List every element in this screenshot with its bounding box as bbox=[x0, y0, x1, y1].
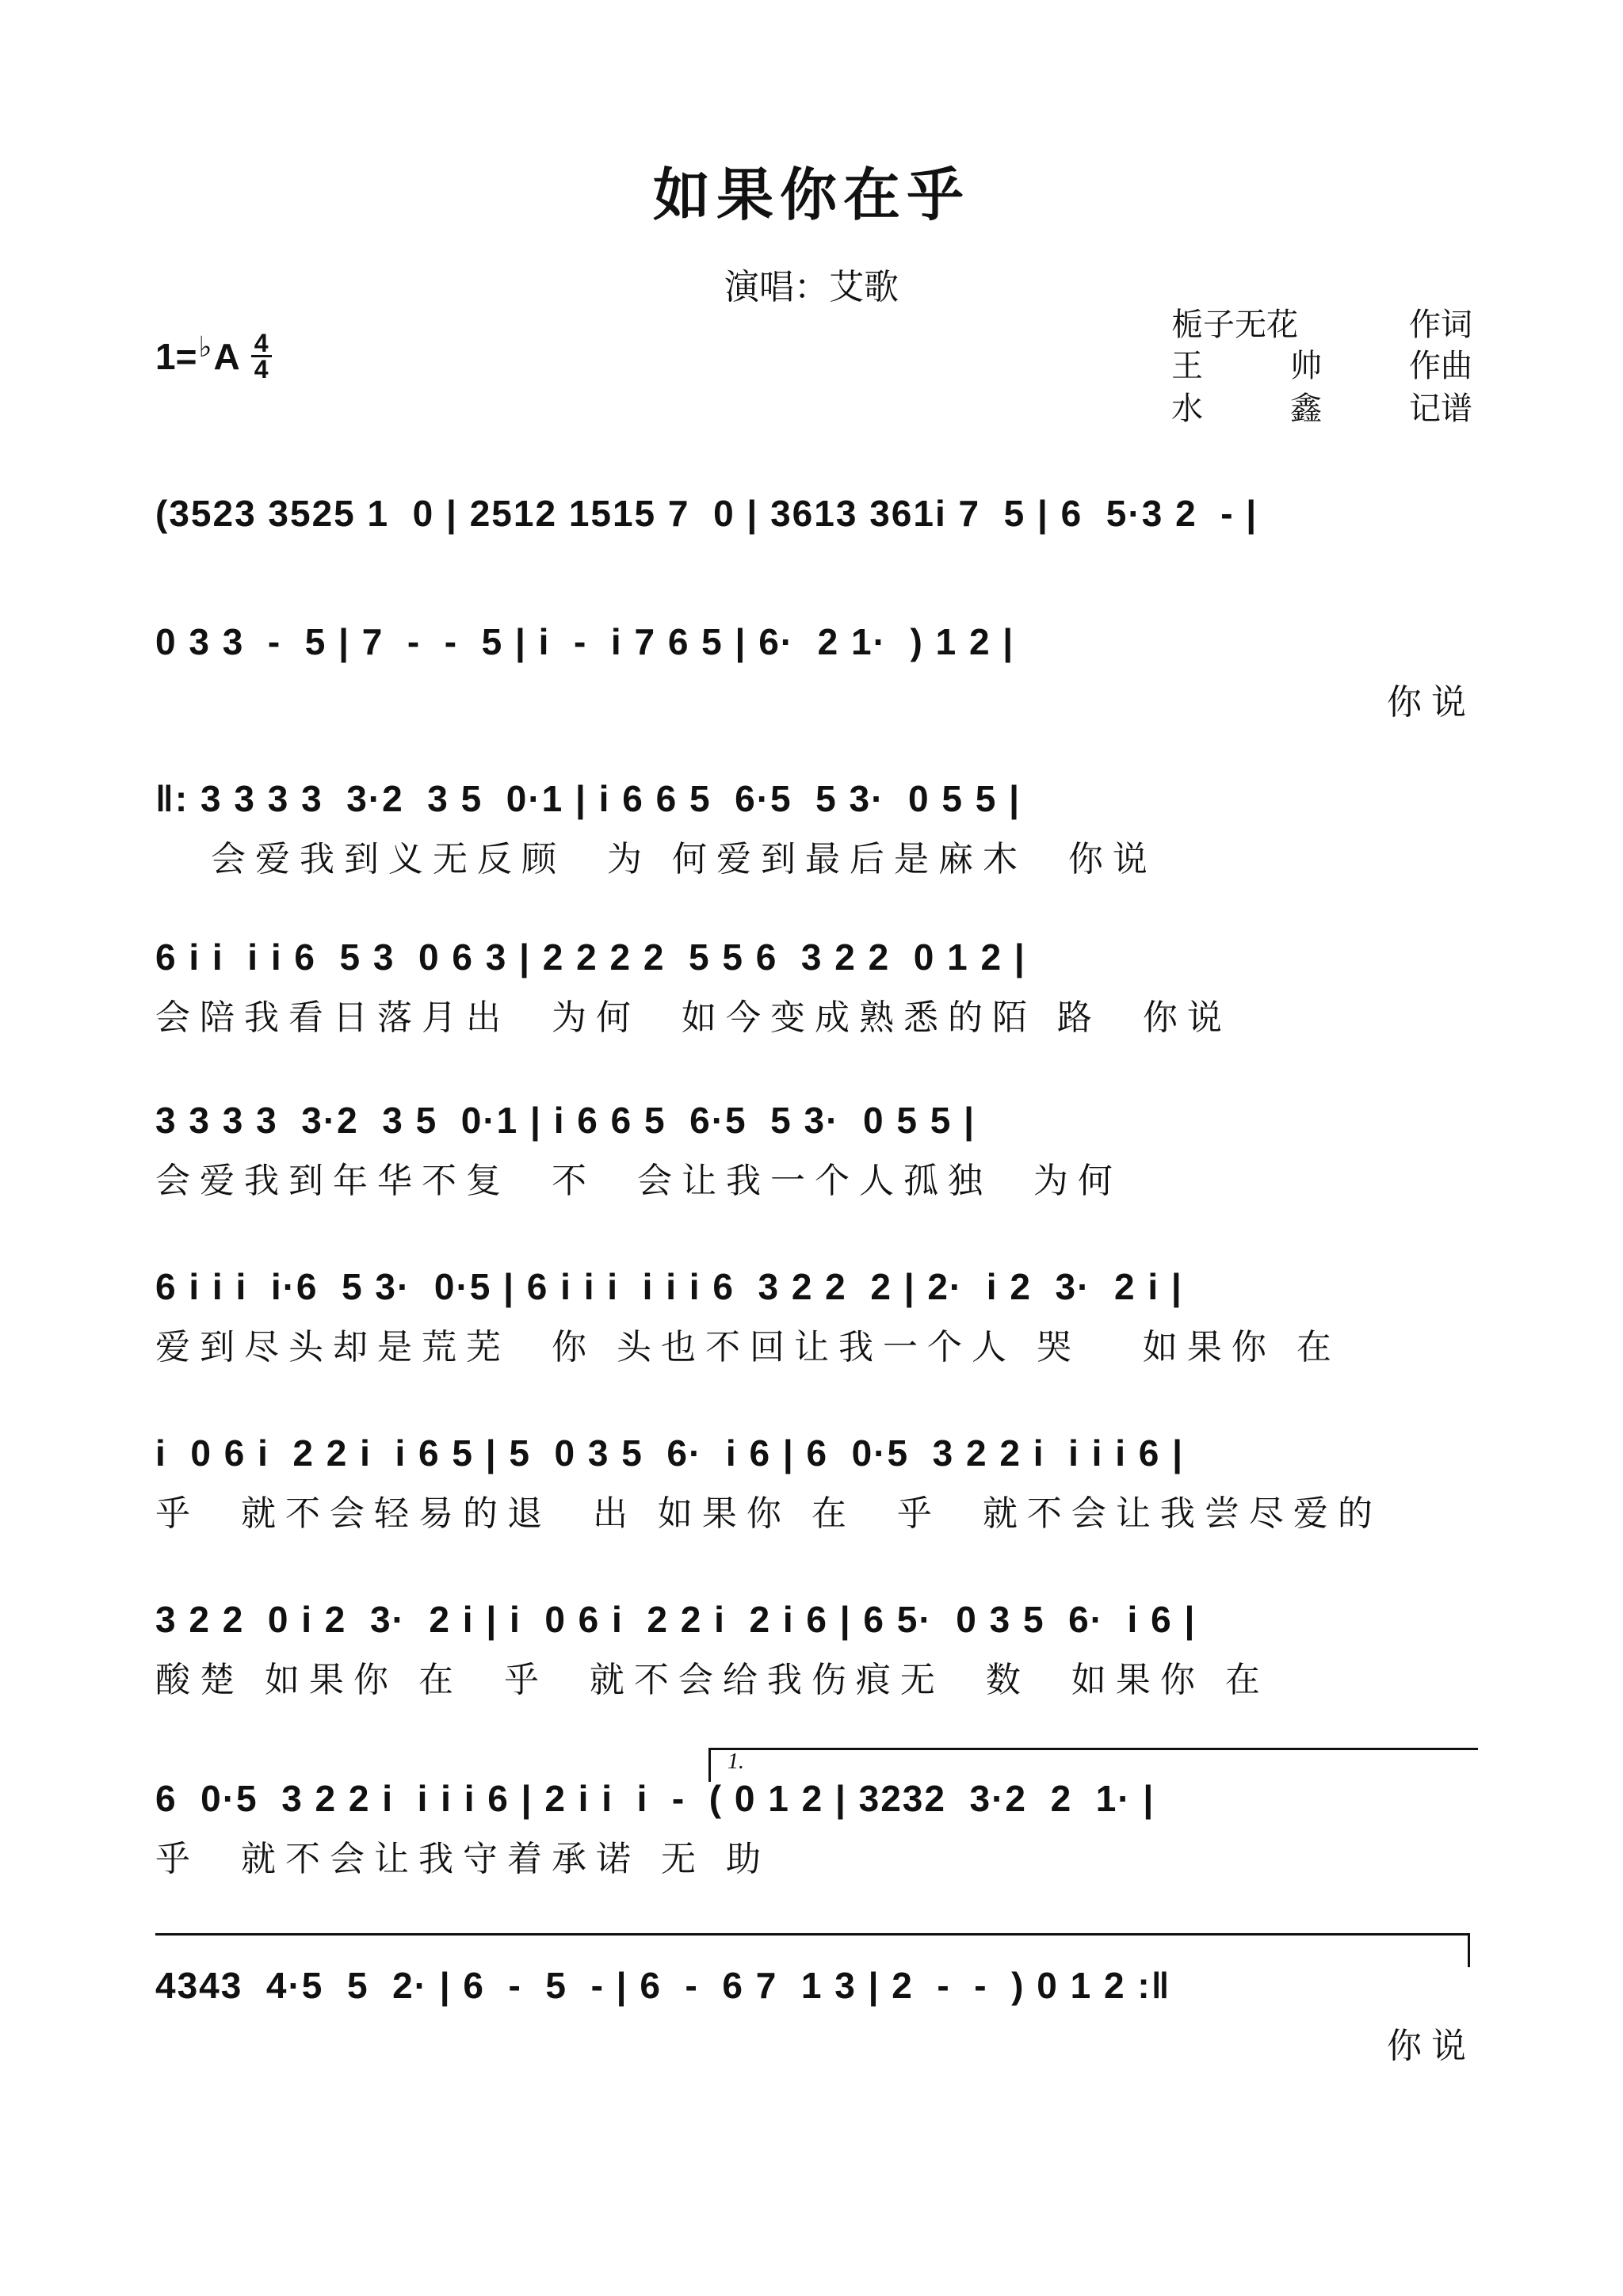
score-line-4 bbox=[155, 925, 1476, 1060]
flat-sign: ♭ bbox=[198, 330, 212, 363]
lyrics: 乎 就不会轻易的退 出 如果你 在 乎 就不会让我尝尽爱的 bbox=[155, 1493, 1382, 1534]
notation: 4343 4·5 5 2· | 6 - 5 - | 6 - 6 7 1 3 | 2 - - ) 0 1 2 :‖ bbox=[155, 1965, 1171, 2006]
score-line-10 bbox=[155, 1954, 1476, 2088]
credit-composer bbox=[1171, 341, 1472, 386]
notation: 3 2 2 0 i 2 3· 2 i | i 0 6 i 2 2 i 2 i 6 | 6 5· 0 3 5 6· i 6 | bbox=[155, 1599, 1197, 1640]
credit-transcriber bbox=[1171, 383, 1472, 429]
notation: ‖: 3 3 3 3 3·2 3 5 0·1 | i 6 6 5 6·5 5 3· 0 5 5 | bbox=[155, 778, 1021, 819]
credit-name-char: 水 bbox=[1171, 391, 1203, 427]
volta-label: 1. bbox=[727, 1749, 744, 1774]
notation: 6 i i i i 6 5 3 0 6 3 | 2 2 2 2 5 5 6 3 2 2 0 1 2 | bbox=[155, 936, 1026, 978]
credit-role: 记谱 bbox=[1409, 391, 1472, 427]
credit-name-char: 鑫 bbox=[1290, 391, 1322, 427]
page-title: 如果你在乎 bbox=[652, 161, 970, 228]
notation: (3523 3525 1 0 | 2512 1515 7 0 | 3613 361i 7 5 | 6 5·3 2 - | bbox=[155, 493, 1258, 534]
notation: 6 0·5 3 2 2 i i i i 6 | 2 i i i - ( 0 1 2 | 3232 3·2 2 1· | bbox=[155, 1778, 1155, 1819]
notation: i 0 6 i 2 2 i i 6 5 | 5 0 3 5 6· i 6 | 6 0·5 3 2 2 i i i i 6 | bbox=[155, 1432, 1184, 1474]
singer-line: 演唱：艾歌 bbox=[724, 267, 899, 307]
score-line-2 bbox=[155, 610, 1476, 745]
credit-role: 作词 bbox=[1409, 307, 1472, 343]
notation: 0 3 3 - 5 | 7 - - 5 | i - i 7 6 5 | 6· 2 1· ) 1 2 | bbox=[155, 621, 1015, 662]
lyrics: 会爱我到义无反顾 为 何爱到最后是麻木 你说 bbox=[211, 839, 1157, 879]
credit-name-char: 帅 bbox=[1290, 348, 1322, 384]
score-line-5 bbox=[155, 1089, 1476, 1223]
score-line-9 bbox=[155, 1767, 1476, 1901]
lyrics: 会爱我到年华不复 不 会让我一个人孤独 为何 bbox=[155, 1161, 1122, 1201]
time-denominator: 4 bbox=[254, 355, 269, 383]
credit-name-char: 王 bbox=[1171, 348, 1203, 384]
lyrics: 乎 就不会让我守着承诺 无 助 bbox=[155, 1839, 770, 1879]
credit-name bbox=[1171, 341, 1322, 386]
key-signature bbox=[155, 331, 272, 381]
lyrics: 酸楚 如果你 在 乎 就不会给我伤痕无 数 如果你 在 bbox=[155, 1660, 1270, 1700]
time-numerator: 4 bbox=[254, 329, 269, 357]
score-line-6 bbox=[155, 1255, 1476, 1390]
notation: 3 3 3 3 3·2 3 5 0·1 | i 6 6 5 6·5 5 3· 0 5 5 | bbox=[155, 1100, 976, 1141]
lyrics: 你说 bbox=[1387, 682, 1476, 723]
credit-role: 作曲 bbox=[1409, 348, 1472, 384]
score-line-7 bbox=[155, 1421, 1476, 1556]
lyrics: 爱到尽头却是荒芜 你 头也不回让我一个人 哭 如果你 在 bbox=[155, 1327, 1341, 1367]
time-signature bbox=[251, 331, 272, 381]
score-line-3 bbox=[155, 767, 1476, 902]
notation: 6 i i i i·6 5 3· 0·5 | 6 i i i i i i 6 3 2 2 2 | 2· i 2 3· 2 i | bbox=[155, 1266, 1183, 1307]
lyrics: 你说 bbox=[1387, 2026, 1476, 2066]
credit-name bbox=[1171, 383, 1322, 429]
score-line-8 bbox=[155, 1588, 1476, 1722]
credit-name: 栀子无花 bbox=[1171, 307, 1298, 343]
credit-lyricist bbox=[1171, 299, 1472, 345]
lyrics: 会陪我看日落月出 为何 如今变成熟悉的陌 路 你说 bbox=[155, 997, 1232, 1038]
key-tonic: A bbox=[213, 335, 240, 377]
key-prefix: 1= bbox=[155, 335, 197, 377]
score-line-1 bbox=[155, 482, 1476, 616]
